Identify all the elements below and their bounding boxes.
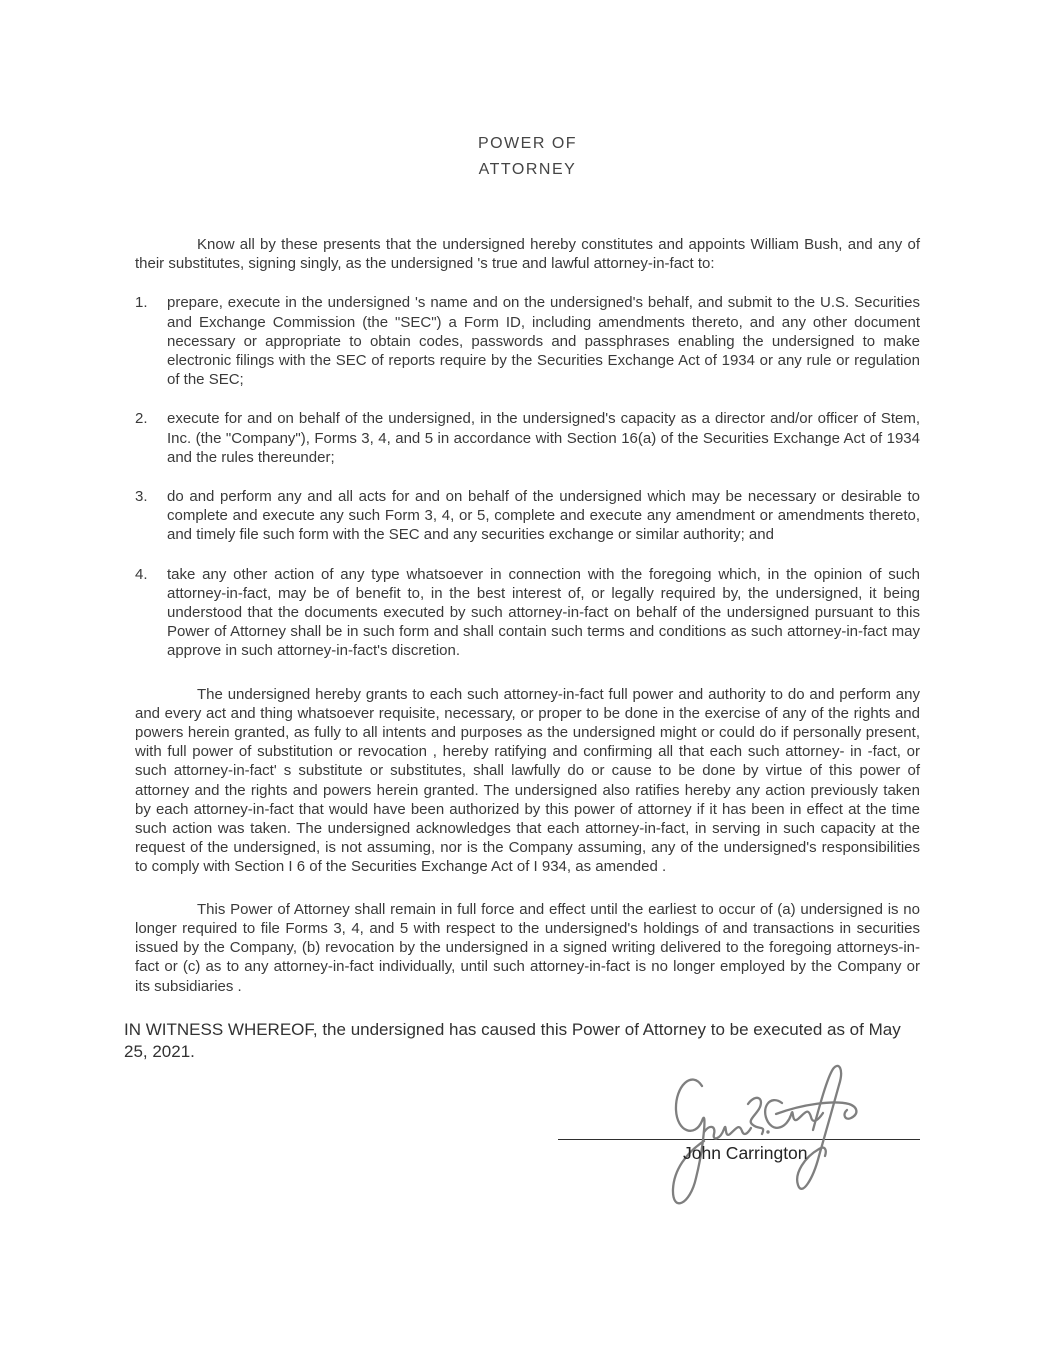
signature-stroke-ohn xyxy=(704,1127,751,1139)
list-item-1 xyxy=(135,293,920,389)
witness-clause-paragraph: IN WITNESS WHEREOF, the undersigned has caused this Power of Attorney to be executed as of May 25, 2021. xyxy=(124,1019,901,1062)
duration-termination-paragraph: This Power of Attorney shall remain in full force and effect until the earliest to occur of (a) undersigned is no longer required to file Forms 3, 4, and 5 with respect to the undersigned's holdings of and transactions in securities issued by the Company, (b) revocation by the undersigned in a signed writing delivered to the foregoing attorneys-in- fact or (c) as to any attorney-in-fact individually, until such attorney-in-fact is no longer employed by the Company or its subsidiaries . xyxy=(135,900,920,995)
signature-period-dot xyxy=(766,1130,769,1133)
signature-stroke-j xyxy=(673,1080,704,1204)
signatory-printed-name: John Carrington xyxy=(683,1143,808,1163)
list-item-3 xyxy=(135,487,920,545)
document-title xyxy=(0,0,1055,183)
list-item-text: execute for and on behalf of the undersigned, in the undersigned's capacity as a director and/or officer of Stem, Inc. (the "Company"), Forms 3, 4, and 5 in accordance with Section 16(a) of the Securities Exchange Act of 1934 and the rules thereunder; xyxy=(167,410,920,466)
list-item-4 xyxy=(135,565,920,661)
list-item-number: 4. xyxy=(135,565,148,583)
list-item-text: take any other action of any type whatsoever in connection with the foregoing which, in the opinion of such attorney-in-fact, may be of benefit to, in the best interest of, or legally required by, the undersigned, it being understood that the documents executed by such attorney-in-fact on behalf of the undersigned pursuant to this Power of Attorney shall be in such form and shall contain such terms and conditions as such attorney-in-fact may approve in such attorney-in-fact's discretion. xyxy=(167,565,920,660)
document-title-line1: POWER OF xyxy=(477,135,578,152)
document-body xyxy=(124,235,920,1064)
document-title-line2: ATTORNEY xyxy=(478,161,577,178)
grant-of-authority-paragraph: The undersigned hereby grants to each such attorney-in-fact full power and authority to do and perform any and every act and thing whatsoever requisite, necessary, or proper to be done in the exercise of any of the rights and powers herein granted, as fully to all intents and purposes as the undersigned might or could do if personally present, with full power of substitution or revocation , hereby ratifying and confirming all that each such attorney- in -fact, or such attorney-in-fact' s substitute or substitutes, shall lawfully do or cause to be done by virtue of this power of attorney and the rights and powers herein granted. The undersigned also ratifies hereby any action previously taken by each attorney-in-fact that would have been authorized by this power of attorney if it has been in effect at the time such action was taken. The undersigned acknowledges that each attorney-in-fact, in serving in such capacity at the request of the undersigned, is not assuming, nor is the Company assuming, any of the undersigned's responsibilities to comply with Section I 6 of the Securities Exchange Act of I 934, as amended . xyxy=(135,685,920,876)
intro-paragraph: Know all by these presents that the undersigned hereby constitutes and appoints William Bush, and any of their substitutes, signing singly, as the undersigned 's true and lawful attorney-in-fact to: xyxy=(135,236,920,273)
signature-stroke-flourish xyxy=(797,1066,841,1189)
list-item-number: 2. xyxy=(135,410,148,428)
list-item-number: 3. xyxy=(135,488,148,506)
powers-numbered-list xyxy=(135,293,920,660)
list-item-number: 1. xyxy=(135,294,148,312)
list-item-text: prepare, execute in the undersigned 's name and on the undersigned's behalf, and submit to the U.S. Securities and Exchange Commission (the "SEC") a Form ID, including amendments thereto, and any other document necessary or appropriate to obtain codes, passwords and passphrases enabling the undersigned to make electronic filings with the SEC of reports require by the Securities Exchange Act of 1934 or any rule or regulation of the SEC; xyxy=(167,294,920,389)
list-item-text: do and perform any and all acts for and on behalf of the undersigned which may be necessary or desirable to complete and execute any such Form 3, 4, or 5, complete and execute any amendment or amendments thereto, and timely file such form with the SEC and any securities exchange or similar authority; and xyxy=(167,488,920,544)
list-item-2 xyxy=(135,409,920,467)
